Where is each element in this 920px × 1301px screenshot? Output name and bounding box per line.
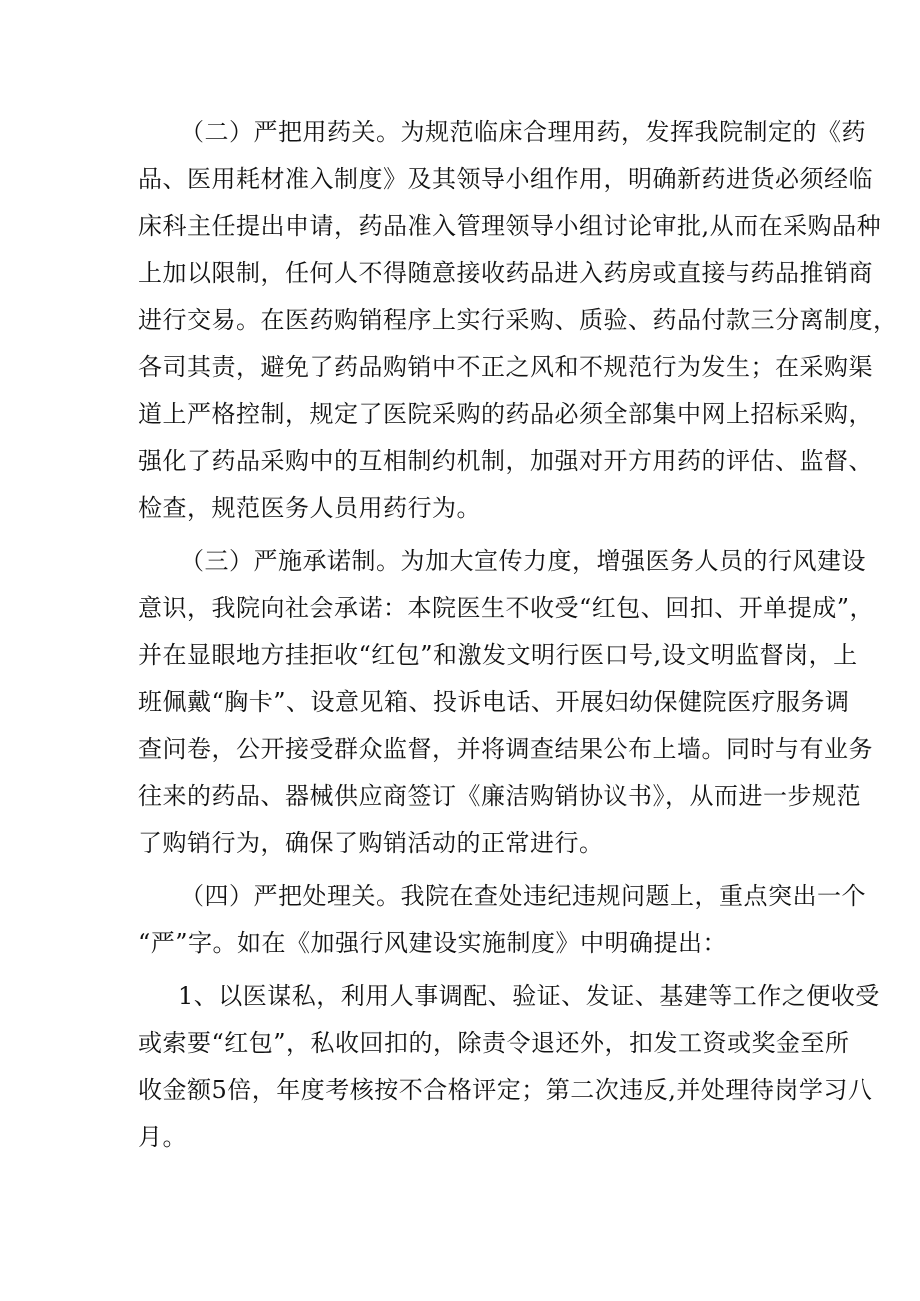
paragraph-3-line-7: 了购销行为，确保了购销活动的正常进行。 xyxy=(138,829,604,857)
item-1-line-1: 1、以医谋私，利用人事调配、验证、发证、基建等工作之便收受 xyxy=(178,982,880,1010)
paragraph-2-line-4: 上加以限制，任何人不得随意接收药品进入药房或直接与药品推销商 xyxy=(138,259,873,287)
paragraph-4-line-2: “严”字。如在《加强行风建设实施制度》中明确提出： xyxy=(138,929,728,957)
item-1-line-4: 月。 xyxy=(138,1123,187,1151)
paragraph-3-line-1: （三）严施承诺制。为加大宣传力度，增强医务人员的行风建设 xyxy=(180,547,866,575)
paragraph-3-line-2: 意识，我院向社会承诺：本院医生不收受“红包、回扣、开单提成”， xyxy=(138,594,875,622)
paragraph-2-line-5: 进行交易。在医药购销程序上实行采购、质验、药品付款三分离制度， xyxy=(138,306,898,334)
item-1-line-3: 收金额5倍，年度考核按不合格评定；第二次违反,并处理待岗学习八 xyxy=(138,1076,873,1104)
paragraph-2-line-8: 强化了药品采购中的互相制约机制，加强对开方用药的评估、监督、 xyxy=(138,447,873,475)
paragraph-2-line-3: 床科主任提出申请，药品准入管理领导小组讨论审批,从而在采购品种 xyxy=(138,212,882,240)
paragraph-2-line-9: 检查，规范医务人员用药行为。 xyxy=(138,494,481,522)
item-1-line-2: 或索要“红包”，私收回扣的，除责令退还外，扣发工资或奖金至所 xyxy=(138,1029,850,1057)
paragraph-3-line-5: 查问卷，公开接受群众监督，并将调查结果公布上墙。同时与有业务 xyxy=(138,735,873,763)
paragraph-2-line-2: 品、医用耗材准入制度》及其领导小组作用，明确新药进货必须经临 xyxy=(138,165,873,193)
paragraph-4-line-1: （四）严把处理关。我院在查处违纪违规问题上，重点突出一个 xyxy=(180,882,866,910)
paragraph-3-line-6: 往来的药品、器械供应商签订《廉洁购销协议书》，从而进一步规范 xyxy=(138,782,861,810)
paragraph-2-line-7: 道上严格控制，规定了医院采购的药品必须全部集中网上招标采购， xyxy=(138,400,873,428)
paragraph-3-line-3: 并在显眼地方挂拒收“红包”和激发文明行医口号,设文明监督岗，上 xyxy=(138,641,858,669)
paragraph-2-line-6: 各司其责，避免了药品购销中不正之风和不规范行为发生；在采购渠 xyxy=(138,353,873,381)
paragraph-2-line-1: （二）严把用药关。为规范临床合理用药，发挥我院制定的《药 xyxy=(180,118,866,146)
paragraph-3-line-4: 班佩戴“胸卡”、设意见箱、投诉电话、开展妇幼保健院医疗服务调 xyxy=(138,688,850,716)
